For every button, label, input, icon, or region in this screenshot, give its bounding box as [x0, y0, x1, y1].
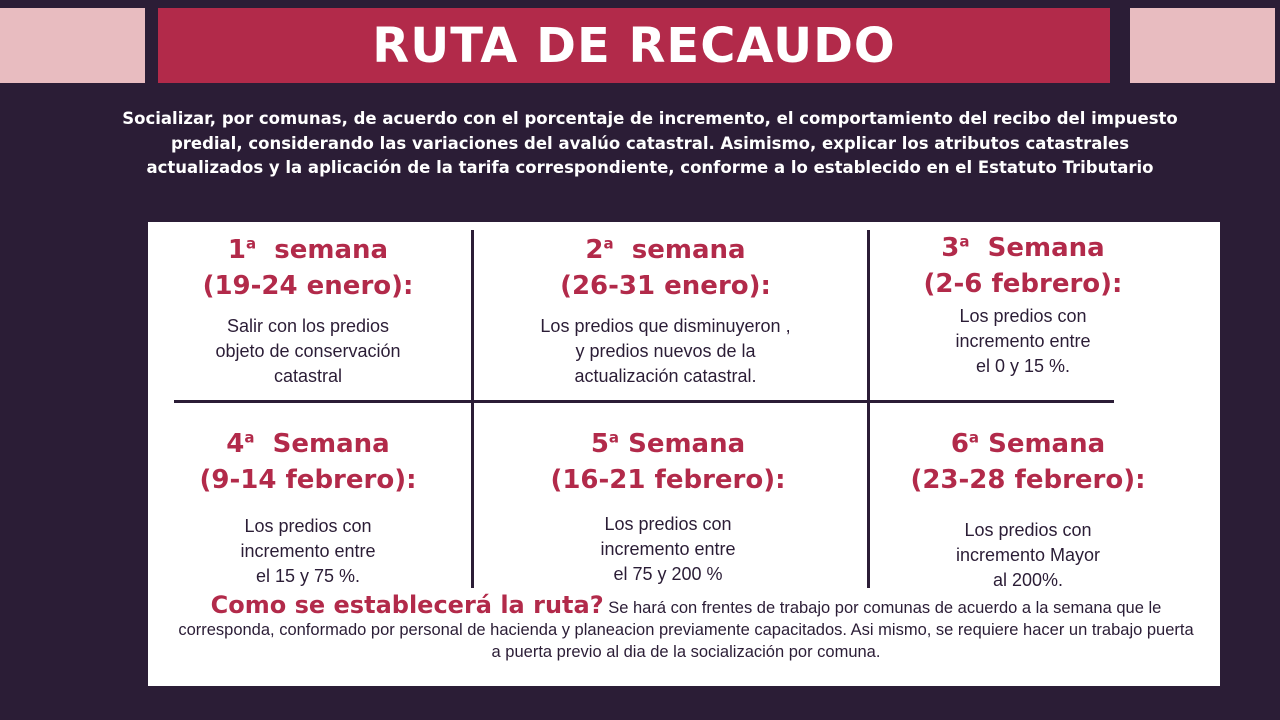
- week-heading: 4$^a$ Semana (9-14 febrero):: [199, 428, 417, 495]
- decorative-block-left: [0, 8, 145, 83]
- row-divider: [174, 400, 1114, 403]
- week-heading: 5$^a$ Semana (16-21 febrero):: [550, 428, 786, 495]
- intro-text: Socializar, por comunas, de acuerdo con el porcentaje de incremento, el comportamiento del recibo del impuesto predial, considerando las variaciones del avalúo catastral. Asimismo, explicar los atributos catastrales actualizados y la aplicación de la tarifa correspondiente, conforme a lo establecido en el Estatuto Tributario: [122, 109, 1178, 177]
- route-answer: Se hará con frentes de trabajo por comunas de acuerdo a la semana que le corresponda, conformado por personal de hacienda y planeacion previamente capacitados. Asi mismo, se requiere hacer un trabajo puerta a puerta previo al dia de la socialización por comuna.: [178, 599, 1194, 661]
- week-description: Los predios con incremento entre el 75 y 200 %: [600, 514, 736, 584]
- week-heading: 1$^a$ semana (19-24 enero):: [202, 234, 414, 301]
- week-description: Los predios que disminuyeron , y predios nuevos de la actualización catastral.: [540, 316, 791, 386]
- title-banner: [158, 8, 1110, 83]
- week-description: Salir con los predios objeto de conservación catastral: [215, 316, 401, 386]
- week-4-card: [168, 426, 448, 589]
- route-question: Como se establecerá la ruta?: [210, 591, 604, 619]
- decorative-block-right: [1130, 8, 1275, 83]
- column-divider: [471, 230, 474, 588]
- week-3-card: [878, 230, 1168, 379]
- column-divider: [867, 230, 870, 588]
- week-heading: 6$^a$ Semana (23-28 febrero):: [910, 428, 1146, 495]
- week-2-card: [493, 232, 838, 389]
- route-explanation: [176, 591, 1196, 663]
- week-1-card: [168, 232, 448, 389]
- schedule-panel: [148, 222, 1220, 686]
- week-description: Los predios con incremento entre el 0 y 15 %.: [955, 306, 1091, 376]
- week-description: Los predios con incremento Mayor al 200%.: [955, 520, 1101, 590]
- page-title: RUTA DE RECAUDO: [372, 17, 896, 74]
- week-heading: 3$^a$ Semana (2-6 febrero):: [923, 232, 1123, 299]
- week-description: Los predios con incremento entre el 15 y 75 %.: [240, 516, 376, 586]
- week-6-card: [883, 426, 1173, 593]
- week-heading: 2$^a$ semana (26-31 enero):: [560, 234, 771, 301]
- week-5-card: [518, 426, 818, 587]
